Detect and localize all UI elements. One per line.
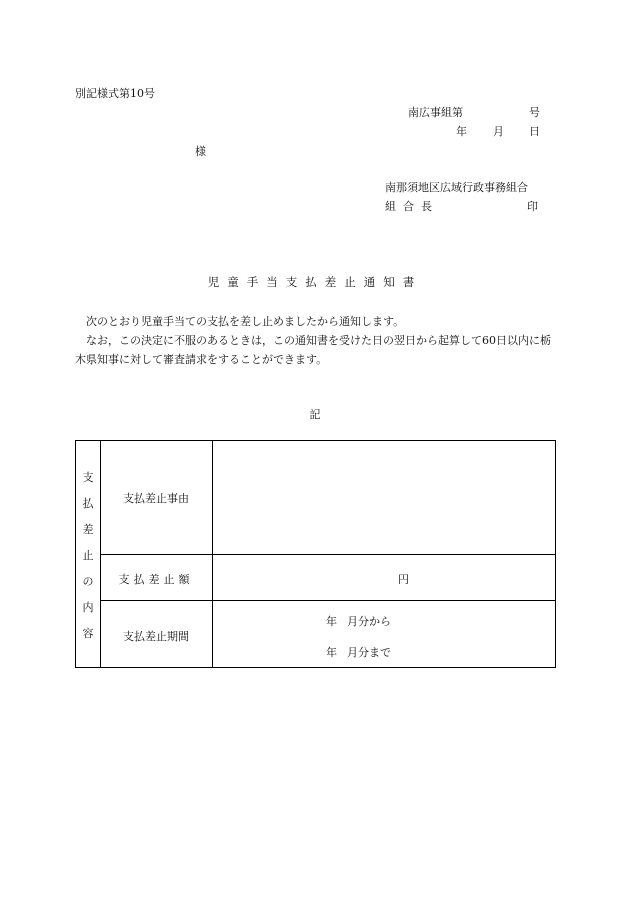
period-from-year: 年	[326, 615, 337, 628]
side-label-char: 払	[82, 497, 94, 510]
side-label-vertical	[76, 469, 100, 641]
date-year-label: 年	[456, 125, 467, 138]
detail-table	[75, 440, 556, 668]
amount-label: 支払差止額	[118, 573, 194, 586]
issuer-organization: 南那須地区広域行政事務組合	[385, 181, 528, 194]
date-day-label: 日	[529, 125, 540, 138]
side-label-char: 内	[82, 601, 94, 614]
side-label-char: 止	[82, 549, 94, 562]
amount-unit: 円	[398, 573, 409, 586]
side-label-char: 支	[82, 471, 94, 484]
date-month-label: 月	[493, 125, 504, 138]
document-number-prefix: 南広事組第	[408, 106, 463, 119]
side-label-char: の	[82, 575, 94, 588]
form-number: 別記様式第10号	[75, 87, 155, 100]
period-from-month: 月分から	[347, 615, 391, 628]
side-label-char: 容	[82, 627, 94, 640]
reason-label: 支払差止事由	[123, 492, 189, 505]
body-paragraph-1: 次のとおり児童手当ての支払を差し止めましたから通知します。	[86, 315, 405, 328]
issuer-title: 組合長	[385, 200, 439, 213]
table-divider	[100, 600, 555, 601]
issuer-seal-mark: 印	[527, 200, 538, 213]
period-to-year: 年	[326, 646, 337, 659]
period-label: 支払差止期間	[123, 630, 189, 643]
period-to-month: 月分まで	[347, 646, 391, 659]
table-divider	[100, 554, 555, 555]
document-number-suffix: 号	[529, 106, 540, 119]
ki-heading: 記	[309, 408, 321, 421]
body-paragraph-2: なお，この決定に不服のあるときは，この通知書を受けた日の翌日から起算して60日以内に栃木県知事に対して審査請求をすることができます。	[75, 334, 551, 366]
document-title: 児童手当支払差止通知書	[207, 275, 423, 289]
addressee-honorific: 様	[195, 145, 206, 158]
side-label-char: 差	[82, 523, 94, 536]
